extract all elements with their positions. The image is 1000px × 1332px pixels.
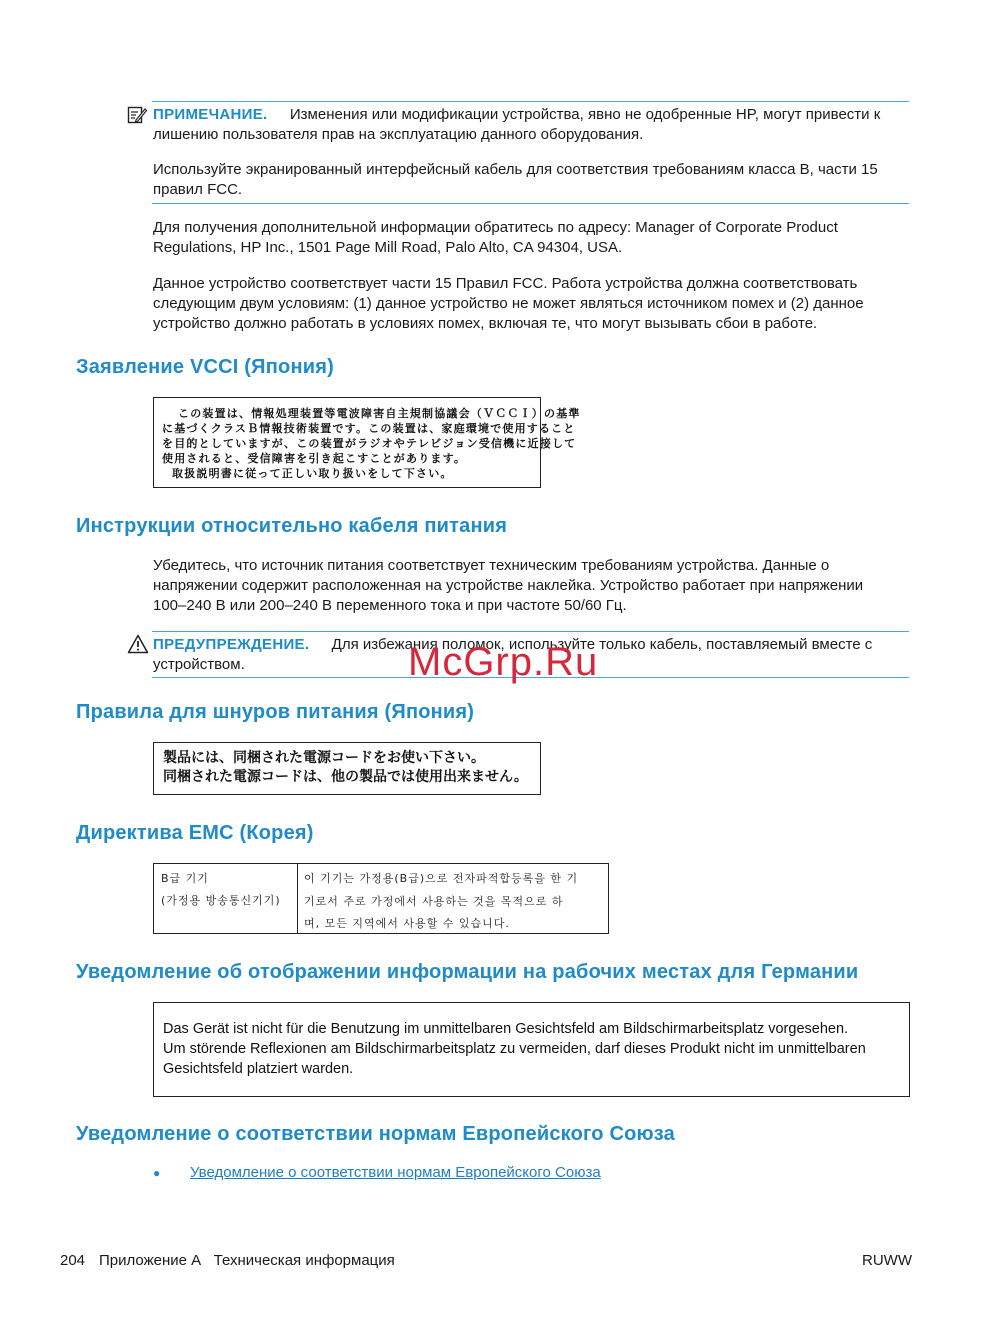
contact-line2: Regulations, HP Inc., 1501 Page Mill Road, Palo Alto, CA 94304, USA. (153, 239, 623, 256)
emc-korea-text1: 이 기기는 가정용(B급)으로 전자파적합등록을 한 기 (304, 872, 579, 885)
note-top-rule (152, 101, 909, 102)
page-number: 204 (60, 1252, 86, 1269)
vcci-line: この装置は、情報処理装置等電波障害自主規制協議会（ＶＣＣＩ）の基準 (178, 407, 581, 420)
germany-box (153, 1002, 910, 1097)
power-line3: 100–240 В или 200–240 В переменного тока и при частоте 50/60 Гц. (153, 597, 627, 614)
vcci-line: に基づくクラスＢ情報技術装置です。この装置は、家庭環境で使用すること (162, 422, 576, 435)
warning-label: ПРЕДУПРЕЖДЕНИЕ. (153, 636, 310, 653)
vcci-line: 取扱説明書に従って正しい取り扱いをして下さい。 (172, 467, 453, 480)
footer-section: Приложение А Техническая информация (99, 1252, 395, 1269)
fcc-line3: устройство должно работать в условиях помех, включая те, что могут вызывать сбои в работе. (153, 315, 818, 332)
footer-code: RUWW (862, 1252, 912, 1269)
emc-korea-text2: 기로서 주로 가정에서 사용하는 것을 목적으로 하 (304, 895, 564, 908)
eu-bullet: ● (153, 1166, 161, 1180)
emc-korea-text3: 며, 모든 지역에서 사용할 수 있습니다. (304, 917, 510, 930)
note-label: ПРИМЕЧАНИЕ. (153, 106, 268, 123)
warning-text-cont: устройством. (153, 656, 245, 673)
note-para2-line1: Используйте экранированный интерфейсный кабель для соответствия требованиям класса B, части 15 (153, 161, 878, 178)
emc-korea-table (153, 863, 609, 934)
emc-korea-class-desc: (가정용 방송통신기기) (161, 894, 281, 907)
germany-line3: Gesichtsfeld platziert warden. (163, 1061, 354, 1077)
warning-text: Для избежания поломок, используйте только кабель, поставляемый вместе с (331, 636, 873, 653)
emc-korea-class: B급 기기 (161, 872, 209, 885)
germany-line1: Das Gerät ist nicht für die Benutzung im unmittelbaren Gesichtsfeld am Bildschirmarbeitsplatz vorgesehen. (163, 1021, 849, 1037)
vcci-line: を目的としていますが、この装置がラジオやテレビジョン受信機に近接して (162, 437, 577, 450)
note-text-cont: лишению пользователя прав на эксплуатацию данного оборудования. (153, 126, 644, 143)
germany-heading: Уведомление об отображении информации на рабочих местах для Германии (76, 961, 859, 983)
contact-line1: Для получения дополнительной информации обратитесь по адресу: Manager of Corporate Product (153, 219, 838, 236)
note-paragraph (153, 105, 913, 125)
vcci-line: 使用されると、受信障害を引き起こすことがあります。 (162, 452, 467, 465)
cord-japan-line1: 製品には、同梱された電源コードをお使い下さい。 (163, 750, 485, 766)
emc-korea-heading: Директива EMC (Корея) (76, 822, 314, 844)
power-line1: Убедитесь, что источник питания соответствует техническим требованиям устройства. Данные о (153, 557, 830, 574)
warning-top-rule (152, 631, 909, 632)
cord-japan-box (153, 742, 541, 795)
fcc-line2: следующим двум условиям: (1) данное устройство не может являться источником помех и (2) данное (153, 295, 864, 312)
note-para2-line2: правил FCC. (153, 181, 243, 198)
vcci-statement (162, 406, 581, 481)
germany-line2: Um störende Reflexionen am Bildschirmarbeitsplatz zu vermeiden, darf dieses Produkt nicht im unmittelbaren (163, 1041, 866, 1057)
note-bottom-rule (152, 203, 909, 204)
cord-japan-heading: Правила для шнуров питания (Япония) (76, 701, 475, 723)
vcci-statement-box (153, 397, 581, 488)
warning-icon (127, 634, 149, 654)
power-cable-heading: Инструкции относительно кабеля питания (76, 515, 508, 537)
watermark: McGrp.Ru (408, 640, 599, 684)
emc-korea-divider (297, 864, 298, 933)
cord-japan-line2: 同梱された電源コードは、他の製品では使用出来ません。 (163, 769, 528, 785)
fcc-line1: Данное устройство соответствует части 15 Правил FCC. Работа устройства должна соответствовать (153, 275, 858, 292)
eu-heading: Уведомление о соответствии нормам Европейского Союза (76, 1123, 675, 1145)
vcci-heading: Заявление VCCI (Япония) (76, 356, 334, 378)
note-text: Изменения или модификации устройства, явно не одобренные HP, могут привести к (289, 106, 881, 123)
eu-compliance-link[interactable]: Уведомление о соответствии нормам Европейского Союза (190, 1164, 601, 1181)
power-line2: напряжении содержит расположенная на устройстве наклейка. Устройство работает при напряжении (153, 577, 864, 594)
note-icon (127, 105, 147, 125)
